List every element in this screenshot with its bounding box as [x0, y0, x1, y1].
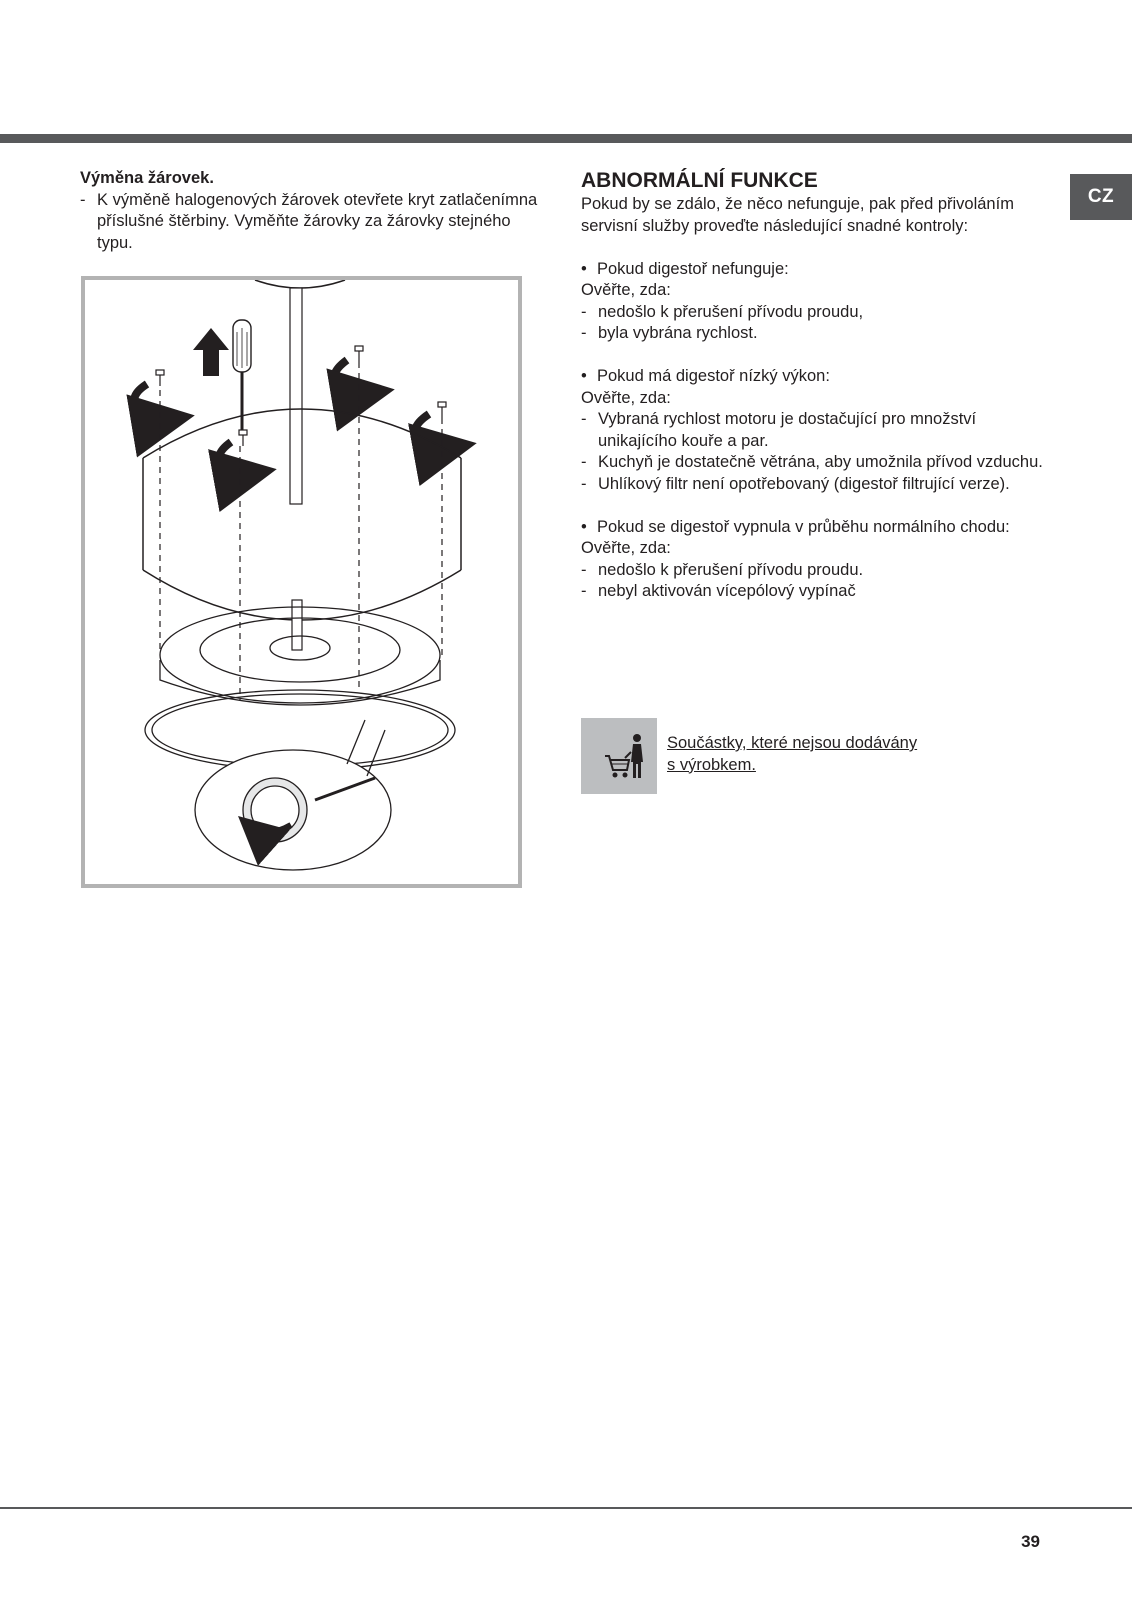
dash-mark: - [581, 324, 587, 342]
dash-mark: - [581, 410, 587, 428]
dash-mark: - [581, 560, 587, 579]
up-arrow-icon [193, 328, 229, 376]
check-item-text: Uhlíkový filtr není opotřebovaný (digestoř filtrující verze). [598, 474, 1010, 493]
check-item [581, 409, 1051, 452]
case-text: Pokud má digestoř nízký výkon: [597, 367, 830, 385]
check-item [581, 560, 1051, 582]
top-divider [0, 134, 1132, 143]
check-group [581, 259, 1051, 345]
check-label: Ověřte, zda: [581, 539, 671, 557]
shopping-cart-person-icon [581, 718, 657, 794]
exploded-hood-diagram [85, 280, 518, 884]
bulb-replacement-heading: Výměna žárovek. [80, 169, 214, 187]
dash-mark: - [581, 302, 587, 321]
language-tab [1070, 174, 1132, 220]
bullet-mark: • [581, 517, 587, 536]
check-item-text: Kuchyň je dostatečně větrána, aby umožnila přívod vzduchu. [598, 453, 1043, 471]
abnormal-function-title: ABNORMÁLNÍ FUNKCE [581, 169, 818, 192]
bulb-zoom-callout [195, 720, 391, 870]
case-heading [581, 517, 1051, 539]
check-label: Ověřte, zda: [581, 281, 671, 299]
check-group [581, 517, 1051, 603]
abnormal-function-section [581, 168, 1051, 603]
dash-mark: - [80, 190, 86, 209]
bottom-divider [0, 1507, 1132, 1509]
parts-not-supplied-link[interactable] [667, 733, 967, 776]
check-label: Ověřte, zda: [581, 388, 671, 407]
check-item-text: nedošlo k přerušení přívodu proudu, [598, 302, 864, 321]
check-item [581, 302, 1051, 324]
instruction-text: K výměně halogenových žárovek otevřete kryt zatlačenímna příslušné štěrbiny. Vyměňte žárovky za žárovky stejného typu. [97, 190, 538, 252]
case-text: Pokud digestoř nefunguje: [597, 259, 789, 278]
parts-icon-box [581, 718, 657, 794]
screwdriver-icon [233, 320, 251, 430]
abnormal-function-intro: Pokud by se zdálo, že něco nefunguje, pak před přivoláním servisní služby proveďte následující snadné kontroly: [581, 195, 1014, 235]
bulb-replacement-illustration [81, 276, 522, 888]
check-item [581, 452, 1051, 474]
check-item [581, 323, 1051, 345]
bullet-mark: • [581, 259, 587, 278]
check-item-text: Vybraná rychlost motoru je dostačující pro množství unikajícího kouře a par. [598, 410, 977, 450]
dash-mark: - [581, 582, 587, 600]
bulb-replacement-instruction [80, 190, 540, 255]
bullet-mark: • [581, 367, 587, 385]
check-item [581, 581, 1051, 603]
check-item-text: nebyl aktivován vícepólový vypínač [598, 582, 856, 600]
check-item-text: byla vybrána rychlost. [598, 324, 758, 342]
parts-link-line2: s výrobkem. [667, 755, 756, 774]
parts-link-line1: Součástky, které nejsou dodávány [667, 734, 918, 752]
bulb-replacement-section [80, 168, 540, 254]
case-text: Pokud se digestoř vypnula v průběhu normálního chodu: [597, 517, 1010, 536]
check-item [581, 474, 1051, 496]
center-rod [290, 288, 302, 504]
dash-mark: - [581, 474, 587, 493]
check-item-text: nedošlo k přerušení přívodu proudu. [598, 560, 864, 579]
top-disc-edge [255, 280, 345, 288]
dash-mark: - [581, 453, 587, 471]
case-heading [581, 366, 1051, 388]
language-tab-label: CZ [1087, 186, 1115, 207]
page-number: 39 [1021, 1532, 1040, 1551]
check-group [581, 366, 1051, 495]
case-heading [581, 259, 1051, 281]
